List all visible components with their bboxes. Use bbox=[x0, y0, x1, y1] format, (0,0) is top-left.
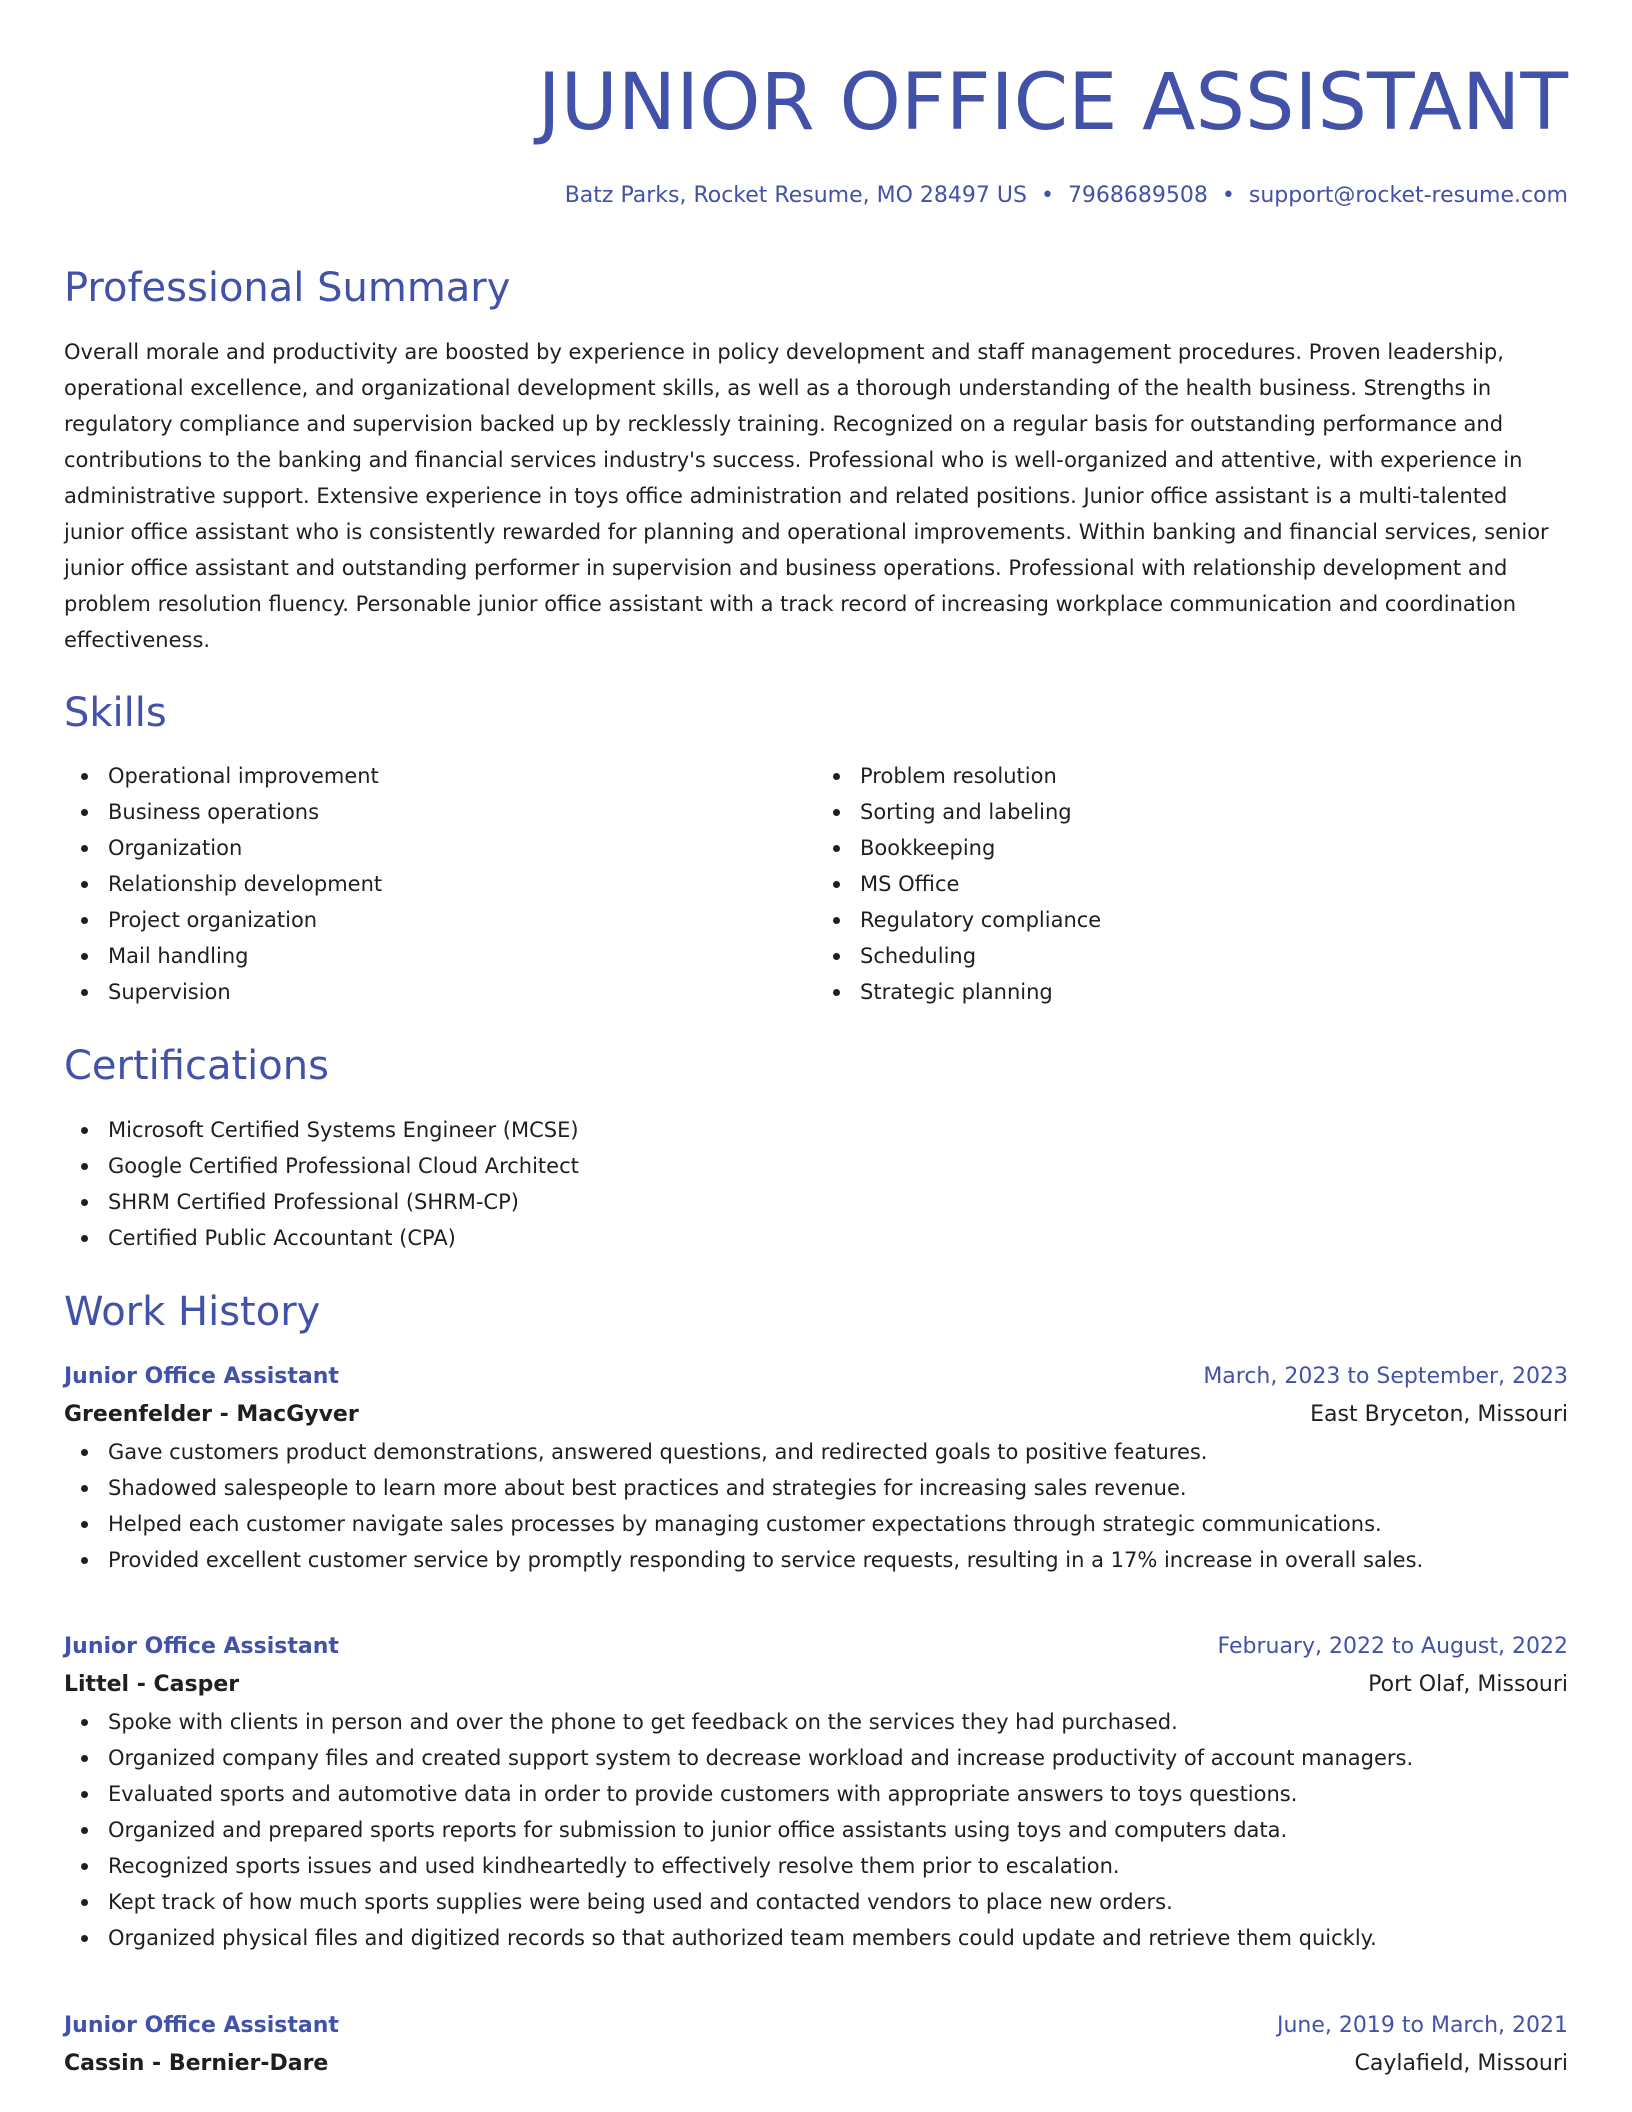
job-bullet: Gave customers product demonstrations, answered questions, and redirected goals to positive features. bbox=[108, 1434, 1568, 1470]
work-history-heading: Work History bbox=[64, 1289, 321, 1335]
job-dates: February, 2022 to August, 2022 bbox=[1217, 1634, 1568, 1659]
job-location: East Bryceton, Missouri bbox=[1310, 1402, 1568, 1427]
skills-column-left bbox=[64, 758, 816, 1010]
job-entry bbox=[64, 2007, 1568, 2083]
certifications-bullets bbox=[64, 1112, 1568, 1256]
job-header bbox=[64, 1358, 1568, 1396]
job-bullet: Organized and prepared sports reports for submission to junior office assistants using toys and computers data. bbox=[108, 1812, 1568, 1848]
skill-item: Mail handling bbox=[108, 938, 816, 974]
contact-separator: • bbox=[1040, 183, 1054, 208]
job-title: Junior Office Assistant bbox=[64, 2013, 339, 2038]
job-company: Greenfelder - MacGyver bbox=[64, 1402, 359, 1427]
certifications-heading: Certifications bbox=[64, 1043, 329, 1089]
skill-item: Sorting and labeling bbox=[860, 794, 1568, 830]
job-bullets bbox=[64, 1434, 1568, 1578]
skill-item: Project organization bbox=[108, 902, 816, 938]
skill-item: Relationship development bbox=[108, 866, 816, 902]
skill-item: Problem resolution bbox=[860, 758, 1568, 794]
job-subheader bbox=[64, 2045, 1568, 2083]
skill-item: Business operations bbox=[108, 794, 816, 830]
certification-item: Certified Public Accountant (CPA) bbox=[108, 1220, 1568, 1256]
job-subheader bbox=[64, 1666, 1568, 1704]
job-dates: June, 2019 to March, 2021 bbox=[1277, 2013, 1568, 2038]
skills-list bbox=[64, 758, 1568, 1010]
job-title: Junior Office Assistant bbox=[64, 1364, 339, 1389]
job-bullet: Spoke with clients in person and over the phone to get feedback on the services they had purchased. bbox=[108, 1704, 1568, 1740]
certifications-list bbox=[64, 1112, 1568, 1256]
job-bullets bbox=[64, 1704, 1568, 1956]
summary-heading: Professional Summary bbox=[64, 265, 511, 311]
job-company: Cassin - Bernier-Dare bbox=[64, 2051, 329, 2076]
skill-item: Bookkeeping bbox=[860, 830, 1568, 866]
skills-heading: Skills bbox=[64, 690, 167, 736]
job-bullet: Evaluated sports and automotive data in order to provide customers with appropriate answers to toys questions. bbox=[108, 1776, 1568, 1812]
contact-email[interactable]: support@rocket-resume.com bbox=[1248, 183, 1568, 208]
skills-column-right bbox=[816, 758, 1568, 1010]
skill-item: Scheduling bbox=[860, 938, 1568, 974]
candidate-name: JUNIOR OFFICE ASSISTANT bbox=[537, 58, 1568, 148]
job-bullet: Shadowed salespeople to learn more about best practices and strategies for increasing sales revenue. bbox=[108, 1470, 1568, 1506]
job-location: Caylafield, Missouri bbox=[1354, 2051, 1568, 2076]
job-company: Littel - Casper bbox=[64, 1672, 240, 1697]
certification-item: Microsoft Certified Systems Engineer (MCSE) bbox=[108, 1112, 1568, 1148]
job-subheader bbox=[64, 1396, 1568, 1434]
certification-item: Google Certified Professional Cloud Architect bbox=[108, 1148, 1568, 1184]
summary-text: Overall morale and productivity are boosted by experience in policy development and staff management procedures. Proven leadership, operational excellence, and organizational development skills, as well as a thorough understanding of the health business. Strengths in regulatory compliance and supervision backed up by recklessly training. Recognized on a regular basis for outstanding performance and contributions to the banking and financial services industry's success. Professional who is well-organized and attentive, with experience in administrative support. Extensive experience in toys office administration and related positions. Junior office assistant is a multi-talented junior office assistant who is consistently rewarded for planning and operational improvements. Within banking and financial services, senior junior office assistant and outstanding performer in supervision and business operations. Professional with relationship development and problem resolution fluency. Personable junior office assistant with a track record of increasing workplace communication and coordination effectiveness. bbox=[64, 340, 1549, 652]
job-bullet: Kept track of how much sports supplies were being used and contacted vendors to place new orders. bbox=[108, 1884, 1568, 1920]
contact-separator: • bbox=[1221, 183, 1235, 208]
skill-item: Operational improvement bbox=[108, 758, 816, 794]
job-bullet: Organized physical files and digitized records so that authorized team members could update and retrieve them quickly. bbox=[108, 1920, 1568, 1956]
skill-item: Supervision bbox=[108, 974, 816, 1010]
contact-phone[interactable]: 7968689508 bbox=[1067, 183, 1208, 208]
job-title: Junior Office Assistant bbox=[64, 1634, 339, 1659]
skill-item: Regulatory compliance bbox=[860, 902, 1568, 938]
job-entry bbox=[64, 1628, 1568, 1956]
job-entry bbox=[64, 1358, 1568, 1578]
contact-line bbox=[565, 181, 1568, 211]
skill-item: MS Office bbox=[860, 866, 1568, 902]
contact-address: Batz Parks, Rocket Resume, MO 28497 US bbox=[564, 183, 1027, 208]
skill-item: Strategic planning bbox=[860, 974, 1568, 1010]
job-header bbox=[64, 2007, 1568, 2045]
skill-item: Organization bbox=[108, 830, 816, 866]
job-bullet: Helped each customer navigate sales processes by managing customer expectations through strategic communications. bbox=[108, 1506, 1568, 1542]
job-location: Port Olaf, Missouri bbox=[1368, 1672, 1568, 1697]
job-bullet: Recognized sports issues and used kindheartedly to effectively resolve them prior to escalation. bbox=[108, 1848, 1568, 1884]
job-header bbox=[64, 1628, 1568, 1666]
job-bullet: Provided excellent customer service by promptly responding to service requests, resulting in a 17% increase in overall sales. bbox=[108, 1542, 1568, 1578]
job-dates: March, 2023 to September, 2023 bbox=[1203, 1364, 1568, 1389]
certification-item: SHRM Certified Professional (SHRM-CP) bbox=[108, 1184, 1568, 1220]
job-bullet: Organized company files and created support system to decrease workload and increase productivity of account managers. bbox=[108, 1740, 1568, 1776]
